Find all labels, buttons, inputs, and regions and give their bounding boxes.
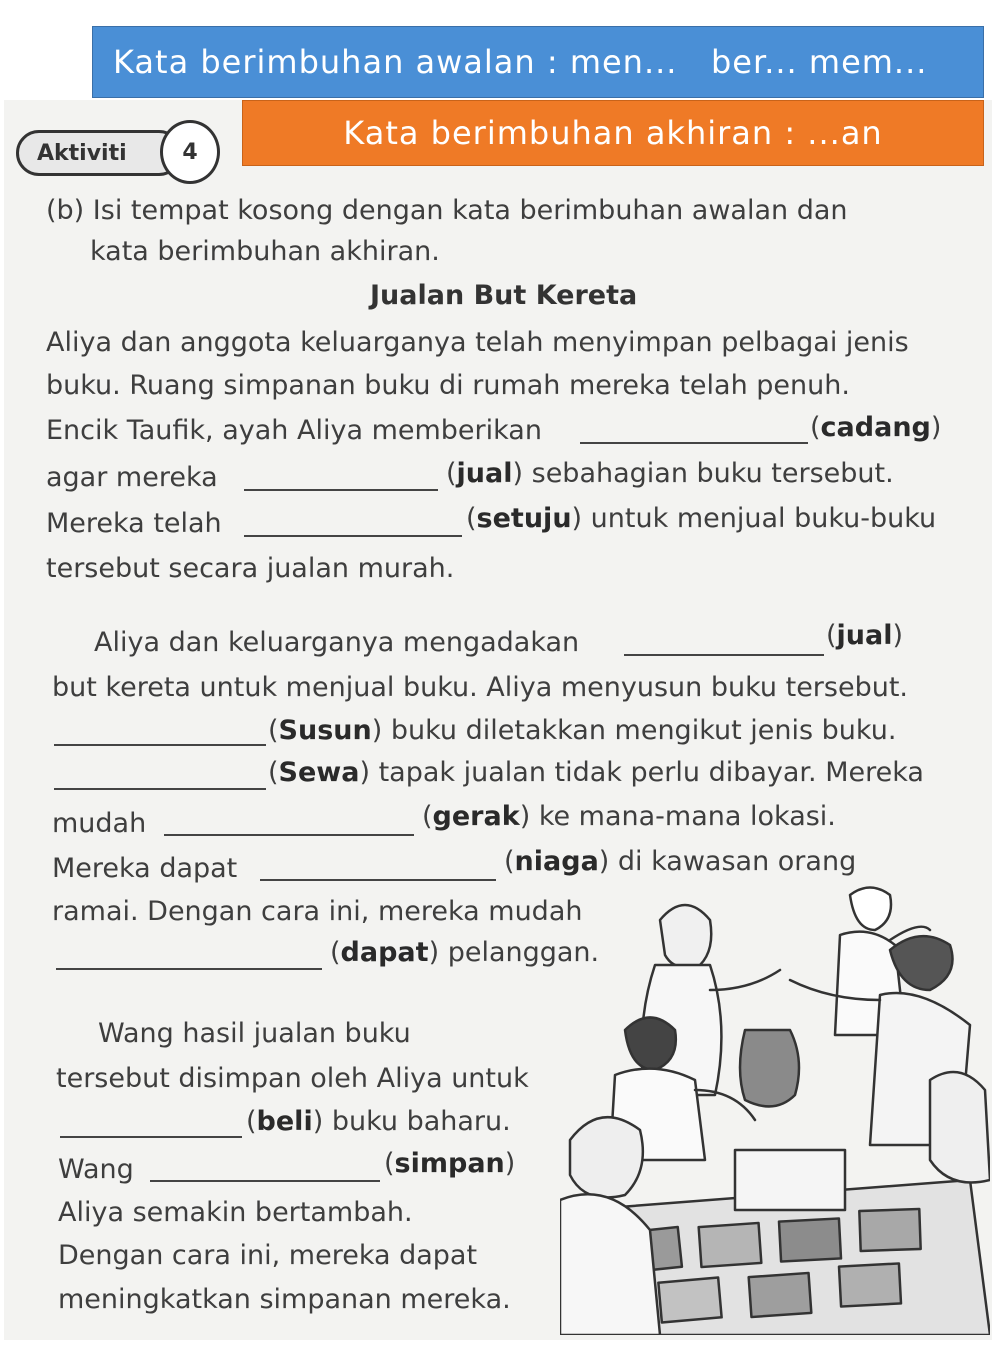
p3-line-5: Aliya semakin bertambah. [58,1197,413,1228]
p2-line-8-after: pelanggan. [447,937,600,968]
root-word-jual-2: (jual) [826,620,904,651]
suffix-banner-text: Kata berimbuhan akhiran : ...an [343,114,883,152]
p1-line-4-after: sebahagian buku tersebut. [531,458,894,489]
activity-number-text: 4 [182,139,198,165]
blank-susun[interactable] [54,744,266,746]
p2-line-6: Mereka dapat [52,853,238,884]
p2-line-3-after: buku diletakkan mengikut jenis buku. [390,715,897,746]
blank-setuju[interactable] [244,535,462,537]
root-word-jual-1: (jual) sebahagian buku tersebut. [446,458,894,489]
p3-line-1: Wang hasil jualan buku [98,1018,411,1049]
p3-line-2: tersebut disimpan oleh Aliya untuk [56,1063,529,1094]
root-word-gerak-text: gerak [432,801,520,832]
prefix-banner-text: Kata berimbuhan awalan : men... ber... mem... [113,43,928,81]
root-word-cadang: (cadang) [810,412,942,443]
p1-line-3: Encik Taufik, ayah Aliya memberikan [46,415,542,446]
blank-gerak[interactable] [164,834,414,836]
root-word-sewa: (Sewa) tapak jualan tidak perlu dibayar. Mereka [268,757,924,788]
root-word-susun-text: Susun [278,715,372,746]
blank-niaga[interactable] [260,879,496,881]
root-word-jual-2-text: jual [836,620,893,651]
p1-line-6: tersebut secara jualan murah. [46,553,455,584]
blank-jual-1[interactable] [244,489,438,491]
blank-beli[interactable] [60,1136,242,1138]
p1-line-5-after: untuk menjual buku-buku [590,503,937,534]
root-word-beli: (beli) buku baharu. [246,1106,511,1137]
root-word-simpan-text: simpan [394,1148,505,1179]
activity-label [16,130,182,176]
p2-line-2: but kereta untuk menjual buku. Aliya menyusun buku tersebut. [52,672,908,703]
root-word-dapat-text: dapat [340,937,429,968]
p2-line-1: Aliya dan keluarganya mengadakan [94,627,580,658]
root-word-setuju: (setuju) untuk menjual buku-buku [466,503,937,534]
p2-line-5: mudah [52,808,147,839]
p2-line-7: ramai. Dengan cara ini, mereka mudah [52,896,583,927]
p3-line-3-after: buku baharu. [331,1106,511,1137]
p1-line-5: Mereka telah [46,508,222,539]
p3-line-6: Dengan cara ini, mereka dapat [58,1240,478,1271]
activity-number [160,120,220,184]
root-word-setuju-text: setuju [476,503,572,534]
prefix-banner [92,26,984,98]
blank-cadang[interactable] [580,442,808,444]
p3-line-7: meningkatkan simpanan mereka. [58,1284,511,1315]
suffix-banner [242,100,984,166]
p1-line-1: Aliya dan anggota keluarganya telah menyimpan pelbagai jenis [46,327,909,358]
root-word-susun: (Susun) buku diletakkan mengikut jenis buku. [268,715,897,746]
root-word-jual-1-text: jual [456,458,513,489]
root-word-gerak: (gerak) ke mana-mana lokasi. [422,801,836,832]
root-word-niaga: (niaga) di kawasan orang [504,846,857,877]
p2-line-6-after: di kawasan orang [617,846,857,877]
instruction-line-1: (b) Isi tempat kosong dengan kata berimbuhan awalan dan [46,195,848,226]
story-title: Jualan But Kereta [370,280,638,311]
activity-label-text: Aktiviti [37,140,127,166]
blank-jual-2[interactable] [624,654,824,656]
blank-simpan[interactable] [150,1180,380,1182]
p2-line-4-after: tapak jualan tidak perlu dibayar. Mereka [378,757,924,788]
root-word-cadang-text: cadang [820,412,931,443]
p1-line-2: buku. Ruang simpanan buku di rumah mereka telah penuh. [46,370,850,401]
root-word-beli-text: beli [256,1106,313,1137]
root-word-sewa-text: Sewa [278,757,360,788]
car-boot-sale-illustration [560,880,990,1335]
root-word-dapat: (dapat) pelanggan. [330,937,600,968]
p2-line-5-after: ke mana-mana lokasi. [538,801,836,832]
root-word-niaga-text: niaga [514,846,599,877]
p1-line-4: agar mereka [46,462,218,493]
instruction-line-2: kata berimbuhan akhiran. [90,236,440,267]
blank-dapat[interactable] [56,968,322,970]
root-word-simpan: (simpan) [384,1148,516,1179]
blank-sewa[interactable] [54,788,266,790]
p3-line-4: Wang [58,1154,134,1185]
